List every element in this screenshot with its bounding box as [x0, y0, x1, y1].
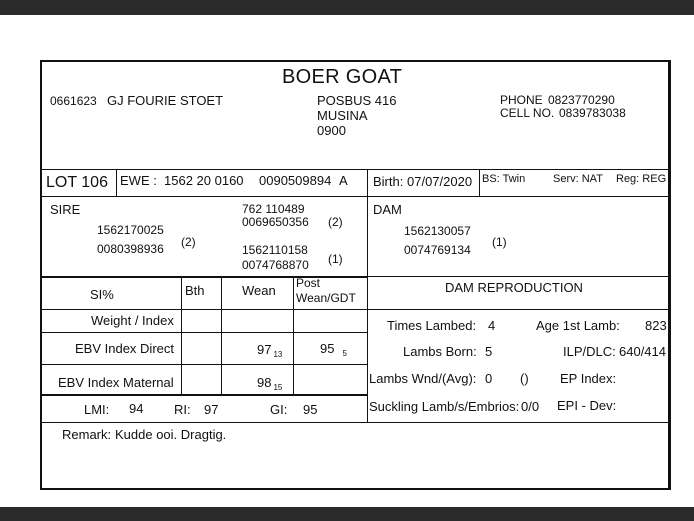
gi-label: GI: — [270, 402, 288, 417]
lmi-value: 94 — [129, 401, 144, 416]
address-line-2: MUSINA — [317, 108, 368, 123]
sire-offspring-count: (2) — [181, 235, 196, 249]
lot-divider — [42, 196, 670, 197]
indices-header-rule — [42, 309, 670, 310]
remark-label: Remark: — [62, 427, 112, 442]
col-post-wean-header: Wean/GDT — [296, 291, 356, 305]
lot-separator — [116, 169, 117, 196]
indices-row2-rule — [42, 364, 367, 365]
ilp-dlc-label: ILP/DLC: — [563, 344, 616, 359]
grandsire-count: (2) — [328, 215, 343, 229]
bottom-frame-bar — [0, 507, 694, 521]
col-post-header: Post — [296, 276, 321, 290]
ebv-maternal-label: EBV Index Maternal — [58, 375, 174, 390]
phone-label: PHONE — [500, 93, 543, 107]
phone-value: 0823770290 — [548, 93, 615, 107]
ep-index-label: EP Index: — [560, 371, 617, 386]
ewe-registration: 0090509894 — [259, 173, 332, 188]
suckling-value: 0/0 — [521, 399, 540, 414]
ebv-direct-post-wean: 95 $_5$ — [320, 341, 347, 358]
granddam-registration: 0074768870 — [242, 258, 309, 272]
times-lambed-value: 4 — [488, 318, 496, 333]
dam-label: DAM — [373, 202, 402, 217]
lmi-label: LMI: — [84, 402, 110, 417]
registration-type: Reg: REG — [616, 173, 667, 185]
ebv-direct-wean: 97 $_{13}$ — [257, 342, 283, 359]
middle-divider — [367, 169, 368, 422]
breeder-code: 0661623 — [50, 94, 97, 108]
birth-status: BS: Twin — [482, 173, 526, 185]
breeder-name: GJ FOURIE STOET — [107, 93, 224, 108]
top-frame-bar — [0, 0, 694, 15]
cell-value: 0839783038 — [559, 106, 626, 120]
weight-index-label: Weight / Index — [91, 313, 174, 328]
lambs-born-value: 5 — [485, 344, 493, 359]
age-first-lamb-label: Age 1st Lamb: — [536, 318, 620, 333]
ri-label: RI: — [174, 402, 191, 417]
indices-row1-rule — [42, 332, 367, 333]
ebv-maternal-wean: 98 $_{15}$ — [257, 375, 283, 392]
dam-registration: 0074769134 — [404, 243, 471, 257]
lambs-weaned-label: Lambs Wnd/(Avg): — [369, 371, 477, 386]
gi-value: 95 — [303, 402, 318, 417]
lambs-born-label: Lambs Born: — [403, 344, 477, 359]
remark-rule — [42, 422, 670, 423]
granddam-id: 1562110158 — [242, 243, 308, 257]
lot-number: LOT 106 — [46, 174, 108, 191]
indices-bottom-rule — [42, 394, 367, 396]
birth-label: Birth: — [373, 174, 404, 189]
col-divider-1 — [181, 276, 182, 394]
remark-text: Kudde ooi. Dragtig. — [115, 427, 227, 442]
sire-label: SIRE — [50, 202, 81, 217]
granddam-count: (1) — [328, 252, 343, 266]
dam-reproduction-title: DAM REPRODUCTION — [445, 280, 583, 295]
sire-id: 1562170025 — [97, 223, 164, 237]
ewe-label: EWE : — [120, 173, 157, 188]
ilp-dlc-value: 640/414 — [619, 344, 666, 359]
cell-label: CELL NO. — [500, 106, 555, 120]
ewe-grade: A — [339, 173, 348, 188]
dam-offspring-count: (1) — [492, 235, 507, 249]
address-line-3: 0900 — [317, 123, 346, 138]
ri-value: 97 — [204, 402, 219, 417]
birth-separator — [479, 169, 480, 196]
col-si-header: SI% — [90, 287, 114, 302]
col-divider-2 — [221, 276, 222, 394]
age-first-lamb-value: 823 — [645, 318, 667, 333]
lambs-weaned-avg: () — [520, 371, 529, 386]
service-type: Serv: NAT — [553, 173, 603, 185]
repro-top-rule — [367, 276, 670, 277]
epi-dev-label: EPI - Dev: — [557, 398, 617, 413]
col-bth-header: Bth — [185, 283, 205, 298]
grandsire-registration: 0069650356 — [242, 215, 309, 229]
ewe-id: 1562 20 0160 — [164, 173, 244, 188]
col-divider-3 — [293, 276, 294, 394]
suckling-label: Suckling Lamb/s/Embrios: — [369, 399, 520, 414]
address-line-1: POSBUS 416 — [317, 93, 397, 108]
lambs-weaned-value: 0 — [485, 371, 493, 386]
page-title: BOER GOAT — [282, 66, 403, 88]
grandsire-id: 762 110489 — [242, 202, 305, 216]
dam-id: 1562130057 — [404, 224, 471, 238]
times-lambed-label: Times Lambed: — [387, 318, 477, 333]
ebv-direct-label: EBV Index Direct — [75, 341, 174, 356]
sale-card — [40, 60, 671, 490]
col-wean-header: Wean — [242, 283, 276, 298]
birth-date: 07/07/2020 — [407, 174, 473, 189]
sire-registration: 0080398936 — [97, 242, 164, 256]
header-divider — [42, 169, 670, 170]
